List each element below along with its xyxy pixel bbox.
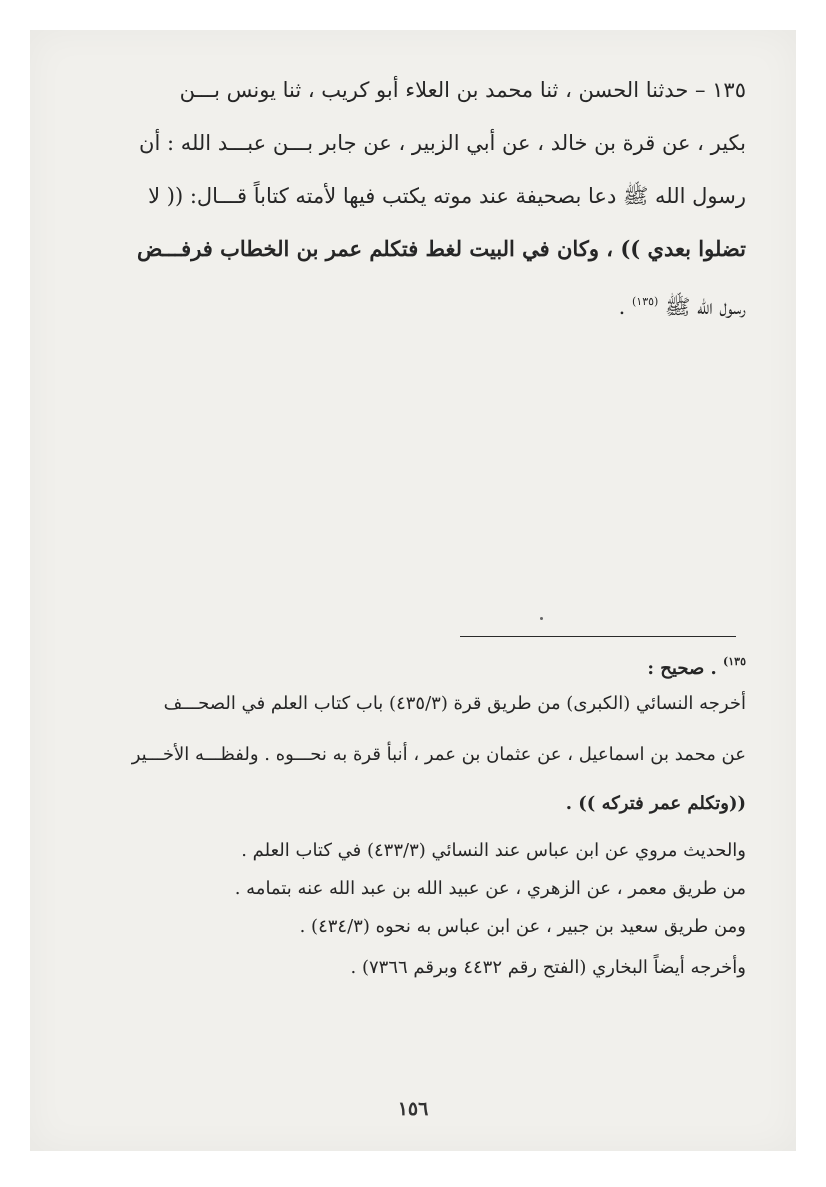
hadith-line-5-text: رسول الله ﷺ: [665, 295, 746, 319]
hadith-line-2: بكير ، عن قرة بن خالد ، عن أبي الزبير ، عن جابر بـــن عبـــد الله : أن: [139, 131, 746, 155]
footnote-separator: [460, 636, 736, 637]
scan-speck: [540, 617, 543, 620]
hadith-line-4: تضلوا بعدي )) ، وكان في البيت لغط فتكلم عمر بن الخطاب فرفـــض: [136, 236, 746, 261]
footnote-heading: [446, 647, 746, 684]
page-number: ١٥٦: [397, 1098, 429, 1120]
footnote-line-6: ومن طريق سعيد بن جبير ، عن ابن عباس به نحوه (٤٣٤/٣) .: [299, 916, 746, 937]
footnote-line-2: عن محمد بن اسماعيل ، عن عثمان بن عمر ، أنبأ قرة به نحـــوه . ولفظـــه الأخـــير: [131, 744, 746, 765]
footnote-line-5: من طريق معمر ، عن الزهري ، عن عبيد الله بن عبد الله عنه بتمامه .: [234, 878, 746, 899]
footnote-number: ١٣٥): [723, 655, 746, 668]
footnote-line-4: والحديث مروي عن ابن عباس عند النسائي (٤٣٣/٣) في كتاب العلم .: [241, 840, 746, 861]
hadith-line-5: [346, 284, 746, 325]
footnote-line-3: ((وتكلم عمر فتركه )) .: [565, 793, 746, 814]
footnote-line-7: وأخرجه أيضاً البخاري (الفتح رقم ٤٤٣٢ وبرقم ٧٣٦٦) .: [350, 957, 746, 978]
footnote-grade: . صحيح :: [647, 658, 717, 679]
footnote-line-1: أخرجه النسائي (الكبرى) من طريق قرة (٤٣٥/٣) باب كتاب العلم في الصحـــف: [163, 693, 746, 714]
hadith-line-1: ١٣٥ – حدثنا الحسن ، ثنا محمد بن العلاء أبو كريب ، ثنا يونس بـــن: [179, 78, 746, 102]
hadith-line-5-end: .: [618, 295, 626, 319]
hadith-line-3: رسول الله ﷺ دعا بصحيفة عند موته يكتب فيها لأمته كتاباً قـــال: (( لا: [148, 184, 746, 208]
footnote-reference: (١٣٥): [632, 295, 659, 308]
